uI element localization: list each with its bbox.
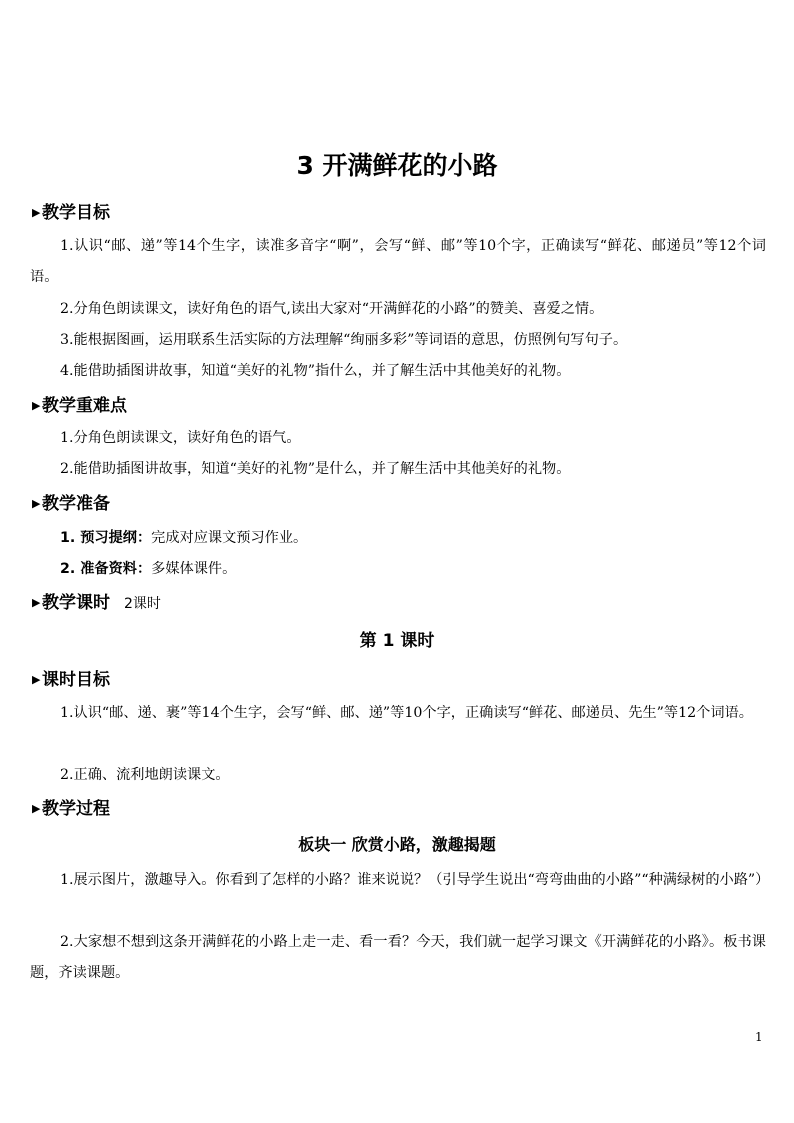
block-title: 板块一 欣赏小路，激趣揭题 [298, 835, 496, 854]
preparation-item [60, 557, 236, 581]
preparation-label: 1. 预习提纲： [60, 530, 152, 546]
section-heading-lesson-goals: ▶课时目标 [32, 670, 110, 690]
triangle-bullet-icon: ▶ [32, 802, 41, 815]
process-item: 2.大家想不想到这条开满鲜花的小路上走一走、看一看？今天，我们就一起学习课文《开满鲜花的小路》。板书课题，齐读课题。 [30, 934, 766, 981]
key-point-item: 2.能借助插图讲故事，知道“美好的礼物”是什么，并了解生活中其他美好的礼物。 [60, 461, 571, 477]
lesson-goal-item: 1.认识“邮、递、裹”等14个生字，会写“鲜、邮、递”等10个字，正确读写“鲜花、邮递员、先生”等12个词语。 [60, 705, 753, 721]
periods-value: 2课时 [124, 596, 161, 612]
preparation-label: 2. 准备资料： [60, 561, 152, 577]
preparation-text: 完成对应课文预习作业。 [151, 530, 308, 546]
preparation-text: 多媒体课件。 [151, 561, 237, 577]
lesson-goal-item: 2.正确、流利地朗读课文。 [60, 767, 230, 783]
goal-item: 4.能借助插图讲故事，知道“美好的礼物”指什么，并了解生活中其他美好的礼物。 [60, 363, 571, 379]
page-number: 1 [755, 1030, 763, 1044]
triangle-bullet-icon: ▶ [32, 673, 41, 686]
process-item: 1.展示图片，激趣导入。你看到了怎样的小路？谁来说说？（引导学生说出“弯弯曲曲的小路”“种满绿树的小路”） [60, 872, 770, 888]
section-heading-process: ▶教学过程 [32, 799, 110, 819]
goal-item: 3.能根据图画，运用联系生活实际的方法理解“绚丽多彩”等词语的意思，仿照例句写句子。 [60, 332, 628, 348]
section-heading-preparation: ▶教学准备 [32, 494, 110, 514]
goal-item: 2.分角色朗读课文，读好角色的语气,读出大家对“开满鲜花的小路”的赞美、喜爱之情。 [60, 301, 604, 317]
key-point-item: 1.分角色朗读课文，读好角色的语气。 [60, 430, 301, 446]
page-title: 3 开满鲜花的小路 [296, 151, 498, 180]
triangle-bullet-icon: ▶ [32, 206, 41, 219]
section-heading-teaching-goals: ▶教学目标 [32, 203, 110, 223]
section-heading-periods: ▶教学课时 2课时 [32, 593, 161, 613]
section-heading-key-points: ▶教学重难点 [32, 396, 127, 416]
triangle-bullet-icon: ▶ [32, 596, 41, 609]
goal-item: 1.认识“邮、递”等14个生字，读准多音字“啊”，会写“鲜、邮”等10个字，正确读写“鲜花、邮递员”等12个词语。 [30, 238, 766, 285]
preparation-item [60, 526, 307, 550]
lesson-title: 第 1 课时 [359, 631, 435, 651]
triangle-bullet-icon: ▶ [32, 497, 41, 510]
triangle-bullet-icon: ▶ [32, 399, 41, 412]
